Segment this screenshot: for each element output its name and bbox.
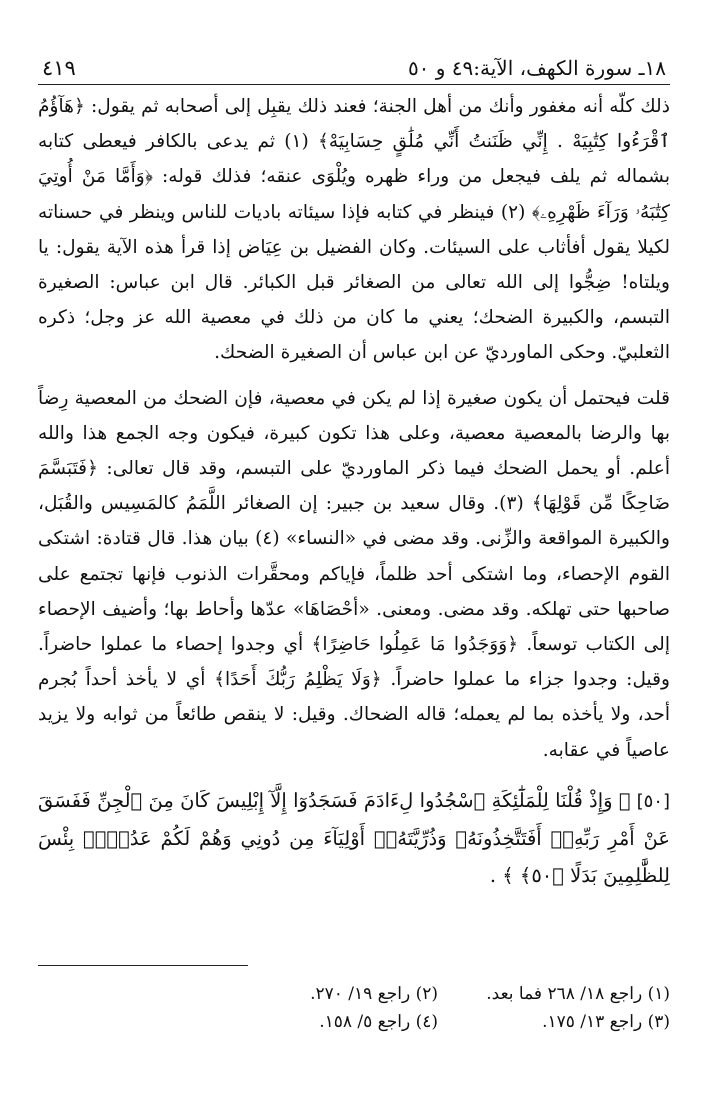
quran-verse: [38, 782, 670, 894]
footnote-2: (٢) راجع ١٩/ ٢٧٠.: [310, 984, 438, 1004]
footnote-divider: [38, 965, 248, 966]
footnote-4: (٤) راجع ٥/ ١٥٨.: [319, 1012, 438, 1032]
footnote-row: [38, 980, 670, 1008]
body-text: [38, 89, 670, 894]
paragraph-2: قلت فيحتمل أن يكون صغيرة إذا لم يكن في معصية، فإن الضحك من المعصية رِضاً بها والرضا بالمعصية معصية، وعلى هذا تكون كبيرة، فيكون وجه الجمع هذا والله أعلم. أو يحمل الضحك فيما ذكر الماورديّ على التبسم، وقد قال تعالى: ﴿فَتَبَسَّمَ ضَاحِكًا مِّن قَوْلِهَا﴾ (٣). وقال سعيد بن جبير: إن الصغائر اللَّمَمُ كالمَسِيس والقُبَل، والكبيرة المواقعة والزِّنى. وقد مضى في «النساء» (٤) بيان هذا. قال قتادة: اشتكى القوم الإحصاء، وما اشتكى أحد ظلماً، فإياكم ومحقَّرات الذنوب فإنها تجتمع على صاحبها حتى تهلكه. وقد مضى. ومعنى. «أحْصَاهَا» عدّها وأحاط بها؛ وأضيف الإحصاء إلى الكتاب توسعاً. ﴿وَوَجَدُوا مَا عَمِلُوا حَاضِرًا﴾ أي وجدوا إحصاء ما عملوا حاضراً. وقيل: وجدوا جزاء ما عملوا حاضراً. ﴿وَلَا يَظْلِمُ رَبُّكَ أَحَدًا﴾ أي لا يأخذ أحداً بُجرم أحد، ولا يأخذه بما لم يعمله؛ قاله الضحاك. وقيل: لا ينقص طائعاً من ثوابه ولا يزيد عاصياً في عقابه.: [38, 387, 670, 761]
footnote-1: (١) راجع ١٨/ ٢٦٨ فما بعد.: [486, 984, 670, 1004]
page-number: ٤١٩: [42, 56, 76, 80]
running-header: [38, 56, 670, 85]
verse-text: ﴿ وَإِذْ قُلْنَا لِلْمَلَٰٓئِكَةِ ٱسْجُدُوا لِءَادَمَ فَسَجَدُوٓا إِلَّآ إِبْلِيسَ كَانَ مِنَ ٱلْجِنِّ فَفَسَقَ عَنْ أَمْرِ رَبِّهِۦٓ أَفَتَتَّخِذُونَهُۥ وَذُرِّيَّتَهُۥٓ أَوْلِيَآءَ مِن دُونِي وَهُمْ لَكُمْ عَدُوٌّۢ بِئْسَ لِلظَّٰلِمِينَ بَدَلًا ﴿٥٠﴾ ﴾ .: [38, 788, 670, 887]
footnotes: [38, 980, 670, 1036]
paragraph-1: ذلك كلّه أنه مغفور وأنك من أهل الجنة؛ فعند ذلك يقبِل إلى أصحابه ثم يقول: ﴿هَآؤُمُ ٱقْرَءُوا كِتَٰبِيَهْ . إِنِّي ظَنَنتُ أَنِّي مُلَٰقٍ حِسَابِيَهْ﴾ (١) ثم يدعى بالكافر فيعطى كتابه بشماله ثم يلف فيجعل من وراء ظهره ويُلْوَى عنقه؛ فذلك قوله: ﴿وَأَمَّا مَنْ أُوتِيَ كِتَٰبَهُۥ وَرَآءَ ظَهْرِهِۦ﴾ (٢) فينظر في كتابه فإذا سيئاته باديات للناس وينظر في حسناته لكيلا يقول أفأثاب على السيئات. وكان الفضيل بن عِيَاض إذا قرأ هذه الآية يقول: يا ويلتاه! ضِجُّوا إلى الله تعالى من الصغائر قبل الكبائر. قال ابن عباس: الصغيرة التبسم، والكبيرة الضحك؛ يعني ما كان من ذلك في معصية الله عز وجل؛ ذكره الثعلبيّ. وحكى الماورديّ عن ابن عباس أن الصغيرة الضحك.: [38, 96, 670, 364]
footnote-3: (٣) راجع ١٣/ ١٧٥.: [542, 1012, 670, 1032]
verse-number: [٥٠]: [636, 790, 670, 812]
page: [38, 56, 670, 894]
chapter-title: ١٨ـ سورة الكهف، الآية:٤٩ و ٥٠: [407, 56, 666, 80]
footnote-row: [38, 1008, 670, 1036]
